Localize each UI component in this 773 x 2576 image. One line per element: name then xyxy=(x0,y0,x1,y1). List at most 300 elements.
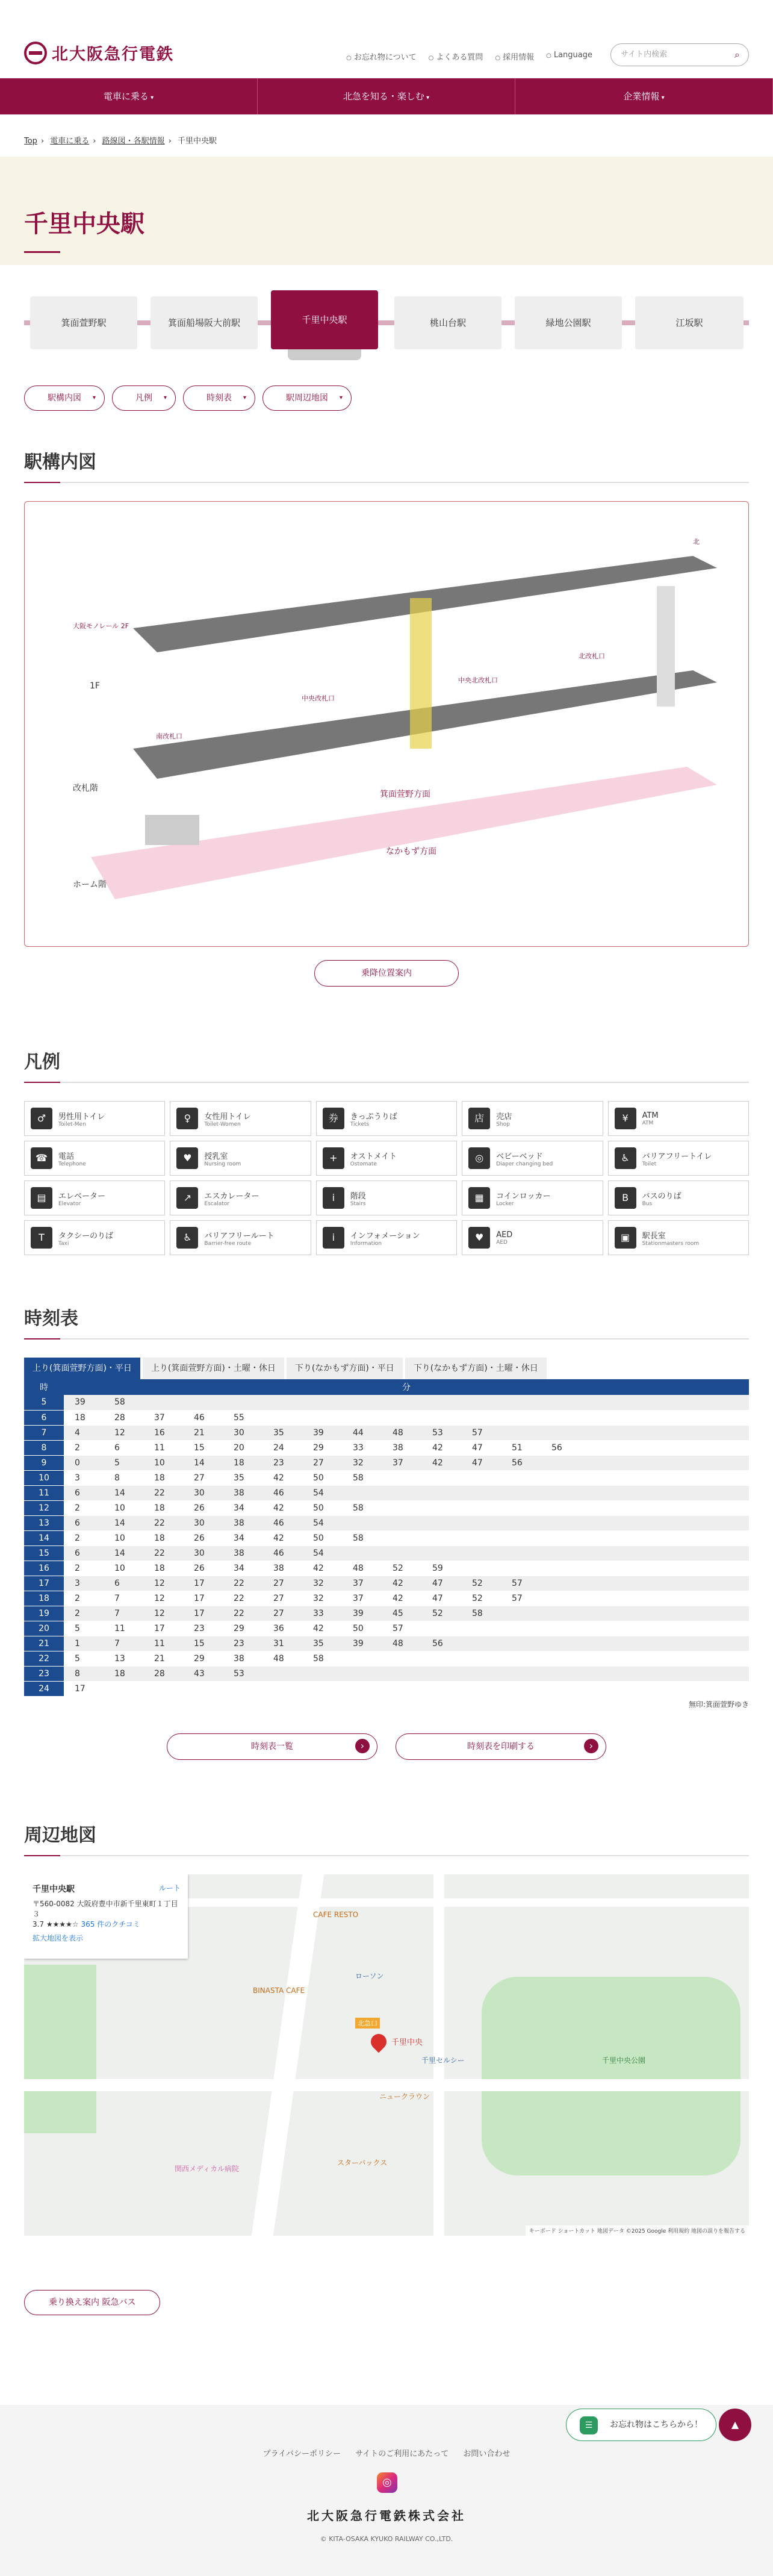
tt-minutes xyxy=(64,1666,749,1681)
tt-minute[interactable]: 42 xyxy=(273,1533,284,1543)
tt-minute[interactable]: 52 xyxy=(472,1593,483,1603)
tt-minute[interactable]: 32 xyxy=(353,1458,364,1468)
tt-minute[interactable]: 14 xyxy=(114,1518,125,1528)
tt-minute[interactable]: 56 xyxy=(512,1458,523,1468)
tt-tab-up-holiday[interactable]: 上り(箕面萱野方面)・土曜・休日 xyxy=(143,1358,284,1379)
legend-icon: ▣ xyxy=(615,1227,636,1249)
breadcrumb-current: 千里中央駅 xyxy=(178,137,217,146)
tt-minute[interactable]: 18 xyxy=(234,1458,244,1468)
map-label-center-gate: 中央改札口 xyxy=(302,694,335,702)
tt-hour: 19 xyxy=(24,1606,64,1621)
tt-minute[interactable]: 53 xyxy=(234,1668,244,1679)
heading-rule xyxy=(24,1338,749,1339)
tt-minute[interactable]: 54 xyxy=(313,1488,324,1498)
tt-minute[interactable]: 4 xyxy=(75,1427,80,1438)
legend-label: AED xyxy=(496,1230,513,1240)
gnav-ride[interactable]: 電車に乗る ▾ xyxy=(0,78,258,114)
tt-minute[interactable]: 10 xyxy=(114,1533,125,1543)
tt-minute[interactable]: 11 xyxy=(114,1623,125,1633)
tt-minute[interactable]: 37 xyxy=(353,1593,364,1603)
map-place-hospital: 関西メディカル病院 xyxy=(175,2164,240,2173)
tt-minute[interactable]: 30 xyxy=(234,1427,244,1438)
legend-item xyxy=(170,1180,311,1215)
tt-minute[interactable]: 51 xyxy=(512,1442,523,1453)
heading-rule xyxy=(24,1855,749,1856)
tt-minute[interactable]: 35 xyxy=(313,1638,324,1648)
tt-minute[interactable]: 6 xyxy=(114,1442,120,1453)
tt-minute[interactable]: 57 xyxy=(393,1623,403,1633)
tt-hour: 7 xyxy=(24,1425,64,1440)
contact-link[interactable]: お問い合わせ xyxy=(463,2450,511,2459)
station-tab-ryokuchi-koen[interactable]: 緑地公園駅 xyxy=(515,296,622,349)
anchor-legend[interactable]: 凡例 ▾ xyxy=(112,385,176,411)
tt-minute[interactable]: 1 xyxy=(75,1638,80,1648)
tt-hour: 10 xyxy=(24,1470,64,1485)
tt-minute[interactable]: 35 xyxy=(273,1427,284,1438)
tt-minutes xyxy=(64,1410,749,1425)
tt-minute[interactable]: 34 xyxy=(234,1533,244,1543)
legend-label-en: Tickets xyxy=(350,1121,370,1127)
tt-hour: 23 xyxy=(24,1666,64,1681)
tt-minute[interactable]: 14 xyxy=(114,1548,125,1558)
legend-label: エスカレーター xyxy=(204,1191,259,1201)
tt-minute[interactable]: 37 xyxy=(393,1458,403,1468)
tt-minute[interactable]: 57 xyxy=(472,1427,483,1438)
tt-minute[interactable]: 48 xyxy=(393,1638,403,1648)
faq-link[interactable]: ○ よくある質問 xyxy=(429,51,483,62)
tt-hour: 9 xyxy=(24,1455,64,1470)
tt-minute[interactable]: 32 xyxy=(313,1578,324,1588)
tt-minute[interactable]: 8 xyxy=(114,1473,120,1483)
tt-tab-up-weekday[interactable]: 上り(箕面萱野方面)・平日 xyxy=(24,1358,140,1379)
legend-icon: ♥ xyxy=(468,1227,490,1249)
privacy-link[interactable]: プライバシーポリシー xyxy=(262,2450,341,2459)
tt-minute[interactable]: 29 xyxy=(313,1442,324,1453)
tt-minute[interactable]: 3 xyxy=(75,1473,80,1483)
tt-minute[interactable]: 42 xyxy=(313,1563,324,1573)
terms-link[interactable]: サイトのご利用にあたって xyxy=(355,2450,449,2459)
tt-minute[interactable]: 55 xyxy=(234,1412,244,1423)
legend-label: オストメイト xyxy=(350,1152,397,1161)
site-logo[interactable] xyxy=(24,41,174,64)
tt-minute[interactable]: 12 xyxy=(154,1608,165,1618)
tt-minute[interactable]: 52 xyxy=(432,1608,443,1618)
map-label-monorail: 大阪モノレール 2F xyxy=(73,622,129,630)
tt-minute[interactable]: 5 xyxy=(114,1458,120,1468)
tt-minute[interactable]: 10 xyxy=(114,1563,125,1573)
legend-label-en: Stationmasters room xyxy=(642,1240,700,1247)
tt-minute[interactable]: 56 xyxy=(551,1442,562,1453)
tt-minute[interactable]: 22 xyxy=(234,1608,244,1618)
tt-minute[interactable]: 48 xyxy=(393,1427,403,1438)
tt-minute[interactable]: 2 xyxy=(75,1503,80,1513)
tt-minutes xyxy=(64,1651,749,1666)
tt-minute[interactable]: 15 xyxy=(194,1638,205,1648)
tt-minute[interactable]: 38 xyxy=(234,1518,244,1528)
tt-minute[interactable]: 46 xyxy=(273,1518,284,1528)
tt-minute[interactable]: 32 xyxy=(313,1593,324,1603)
tt-minute[interactable]: 37 xyxy=(154,1412,165,1423)
transfer-button[interactable]: 乗り換え案内 阪急バス xyxy=(24,2290,160,2315)
tt-minute[interactable]: 58 xyxy=(353,1503,364,1513)
timetable-list-button[interactable]: 時刻表一覧 › xyxy=(167,1733,377,1760)
map-pin-label: 千里中央 xyxy=(391,2038,423,2047)
footer xyxy=(0,2405,773,2576)
legend-item xyxy=(170,1101,311,1136)
tt-minute[interactable]: 42 xyxy=(273,1503,284,1513)
anchor-timetable[interactable]: 時刻表 ▾ xyxy=(183,385,255,411)
legend-label: バリアフリールート xyxy=(204,1231,275,1241)
map-label-home: ホーム階 xyxy=(73,880,107,890)
tt-minute[interactable]: 10 xyxy=(114,1503,125,1513)
tt-minute[interactable]: 33 xyxy=(313,1608,324,1618)
tt-minute[interactable]: 11 xyxy=(154,1638,165,1648)
tt-minute[interactable]: 27 xyxy=(273,1608,284,1618)
legend-label-en: Escalator xyxy=(204,1200,229,1207)
tt-minute[interactable]: 7 xyxy=(114,1638,120,1648)
tt-minute[interactable]: 50 xyxy=(313,1473,324,1483)
legend-label: インフォメーション xyxy=(350,1231,420,1241)
table-row xyxy=(24,1470,749,1485)
tt-minute[interactable]: 21 xyxy=(194,1427,205,1438)
tt-minute[interactable]: 45 xyxy=(393,1608,403,1618)
road-main xyxy=(252,1874,324,2236)
station-tab-minoh-semba[interactable]: 箕面船場阪大前駅 xyxy=(151,296,258,349)
legend-icon: ♀ xyxy=(176,1108,198,1129)
legend-label: 授乳室 xyxy=(204,1152,228,1161)
tt-minute[interactable]: 26 xyxy=(194,1533,205,1543)
legend-label-en: Toilet-Men xyxy=(58,1121,86,1127)
tt-minute[interactable]: 47 xyxy=(472,1458,483,1468)
anchor-station-map[interactable]: 駅構内図 ▾ xyxy=(24,385,105,411)
map-label-center-north-gate: 中央北改札口 xyxy=(458,676,498,684)
table-row xyxy=(24,1485,749,1500)
tt-minute[interactable]: 15 xyxy=(194,1442,205,1453)
legend-label-en: Diaper changing bed xyxy=(496,1161,553,1167)
tt-minute[interactable]: 23 xyxy=(234,1638,244,1648)
tt-minute[interactable]: 57 xyxy=(512,1593,523,1603)
anchor-links xyxy=(0,385,773,411)
tt-minute[interactable]: 22 xyxy=(234,1593,244,1603)
tt-minute[interactable]: 34 xyxy=(234,1563,244,1573)
tt-minute[interactable]: 29 xyxy=(234,1623,244,1633)
search-input[interactable]: サイト内検索 ⌕ xyxy=(610,43,749,66)
tt-hour: 13 xyxy=(24,1515,64,1530)
gnav-enjoy[interactable]: 北急を知る・楽しむ ▾ xyxy=(258,78,515,114)
tt-minute[interactable]: 42 xyxy=(432,1458,443,1468)
tt-minute[interactable]: 38 xyxy=(234,1548,244,1558)
tt-hour: 15 xyxy=(24,1545,64,1561)
legend-item xyxy=(316,1101,457,1136)
tt-minute[interactable]: 52 xyxy=(472,1578,483,1588)
page-top-button[interactable]: ▲ xyxy=(719,2409,751,2441)
legend-label-en: Locker xyxy=(496,1200,514,1207)
car-position-button[interactable]: 乗降位置案内 xyxy=(314,960,459,987)
tt-minute[interactable]: 29 xyxy=(194,1653,205,1664)
legend-label-en: Toilet-Women xyxy=(204,1121,241,1127)
tt-minute[interactable]: 30 xyxy=(194,1488,205,1498)
tt-minute[interactable]: 17 xyxy=(75,1683,85,1694)
map-place-binasta: BINASTA CAFE xyxy=(253,1986,305,1995)
tt-minute[interactable]: 2 xyxy=(75,1593,80,1603)
tt-minute[interactable]: 47 xyxy=(472,1442,483,1453)
legend-label-en: ATM xyxy=(642,1120,654,1126)
tt-minute[interactable]: 18 xyxy=(75,1412,85,1423)
tt-minute[interactable]: 2 xyxy=(75,1608,80,1618)
tt-minute[interactable]: 21 xyxy=(154,1653,165,1664)
tt-minute[interactable]: 48 xyxy=(353,1563,364,1573)
tt-minute[interactable]: 18 xyxy=(114,1668,125,1679)
lost-item-link[interactable]: ○ お忘れ物について xyxy=(346,51,416,62)
tt-minute[interactable]: 42 xyxy=(313,1623,324,1633)
tt-minute[interactable]: 58 xyxy=(353,1473,364,1483)
instagram-icon[interactable]: ◎ xyxy=(377,2472,397,2493)
map-route-link[interactable]: ルート xyxy=(158,1883,181,1892)
header xyxy=(0,0,773,78)
tt-minute[interactable]: 47 xyxy=(432,1578,443,1588)
footer-links xyxy=(0,2447,773,2459)
tt-minute[interactable]: 6 xyxy=(114,1578,120,1588)
tt-minute[interactable]: 30 xyxy=(194,1548,205,1558)
tt-minute[interactable]: 27 xyxy=(273,1593,284,1603)
legend-grid xyxy=(24,1101,749,1255)
tt-minute[interactable]: 42 xyxy=(393,1593,403,1603)
tt-minute[interactable]: 22 xyxy=(154,1488,165,1498)
recruit-link[interactable]: ○ 採用情報 xyxy=(495,51,534,62)
timetable-tabs xyxy=(24,1358,749,1379)
tt-minute[interactable]: 6 xyxy=(75,1548,80,1558)
tt-minute[interactable]: 18 xyxy=(154,1533,165,1543)
legend-label: 階段 xyxy=(350,1191,366,1201)
tt-minute[interactable]: 38 xyxy=(393,1442,403,1453)
train-icon xyxy=(145,815,199,845)
tt-hour: 22 xyxy=(24,1651,64,1666)
tt-minute[interactable]: 38 xyxy=(234,1488,244,1498)
legend-label-en: Telephone xyxy=(58,1161,86,1167)
tt-minute[interactable]: 7 xyxy=(114,1593,120,1603)
timetable-table xyxy=(24,1379,749,1697)
tt-minute[interactable]: 17 xyxy=(194,1578,205,1588)
tt-minute[interactable]: 58 xyxy=(313,1653,324,1664)
tt-minute[interactable]: 42 xyxy=(273,1473,284,1483)
tt-minute[interactable]: 37 xyxy=(353,1578,364,1588)
table-row xyxy=(24,1681,749,1696)
map-larger-link[interactable]: 拡大地図を表示 xyxy=(33,1933,84,1942)
tt-minute[interactable]: 14 xyxy=(194,1458,205,1468)
tt-minute[interactable]: 17 xyxy=(154,1623,165,1633)
tt-minute[interactable]: 31 xyxy=(273,1638,284,1648)
tt-minutes xyxy=(64,1440,749,1455)
tt-minute[interactable]: 22 xyxy=(234,1578,244,1588)
tt-minute[interactable]: 5 xyxy=(75,1623,80,1633)
tt-hour: 12 xyxy=(24,1500,64,1515)
station-map-heading: 駅構内図 xyxy=(24,452,96,473)
tt-minute[interactable]: 6 xyxy=(75,1488,80,1498)
lost-item-button[interactable]: ☰ お忘れ物はこちらから！ xyxy=(566,2409,716,2441)
tt-minute[interactable]: 28 xyxy=(154,1668,165,1679)
tt-minute[interactable]: 2 xyxy=(75,1563,80,1573)
timetable-print-button[interactable]: 時刻表を印刷する › xyxy=(396,1733,606,1760)
tt-minute[interactable]: 48 xyxy=(273,1653,284,1664)
legend-icon: ♥ xyxy=(176,1147,198,1169)
tt-minute[interactable]: 57 xyxy=(512,1578,523,1588)
tt-minute[interactable]: 36 xyxy=(273,1623,284,1633)
tt-minute[interactable]: 59 xyxy=(432,1563,443,1573)
tt-minute[interactable]: 22 xyxy=(154,1518,165,1528)
legend-label: 売店 xyxy=(496,1112,512,1121)
legend-label: タクシーのりば xyxy=(58,1231,114,1241)
legend-icon: ⅰ xyxy=(323,1187,344,1209)
tt-minute[interactable]: 0 xyxy=(75,1458,80,1468)
tt-minute[interactable]: 3 xyxy=(75,1578,80,1588)
legend-item xyxy=(170,1141,311,1176)
map-rating: 3.7 ★★★★☆ 365 件のクチコミ xyxy=(33,1920,140,1929)
legend-label-en: Elevator xyxy=(58,1200,81,1207)
tt-minute[interactable]: 12 xyxy=(154,1578,165,1588)
tt-minute[interactable]: 11 xyxy=(154,1442,165,1453)
tt-minute[interactable]: 13 xyxy=(114,1653,125,1664)
heading-rule xyxy=(24,482,749,483)
tt-minute[interactable]: 46 xyxy=(194,1412,205,1423)
map-place-north-exit: 北急口 xyxy=(355,2018,380,2029)
tt-minute[interactable]: 7 xyxy=(114,1608,120,1618)
legend-heading: 凡例 xyxy=(24,1052,60,1073)
tt-minute[interactable]: 5 xyxy=(75,1653,80,1664)
map-place-cafe: CAFE RESTO xyxy=(313,1910,359,1919)
tt-minute[interactable]: 27 xyxy=(313,1458,324,1468)
tt-minute[interactable]: 50 xyxy=(313,1503,324,1513)
tt-minute[interactable]: 58 xyxy=(353,1533,364,1543)
legend-label-en: Nursing room xyxy=(204,1161,241,1167)
tt-minute[interactable]: 38 xyxy=(234,1653,244,1664)
tt-minute[interactable]: 30 xyxy=(194,1518,205,1528)
tt-minute[interactable]: 58 xyxy=(472,1608,483,1618)
tt-minute[interactable]: 52 xyxy=(393,1563,403,1573)
map-label-direction-kayano: 箕面萱野方面 xyxy=(380,790,430,799)
tt-minute[interactable]: 26 xyxy=(194,1563,205,1573)
tt-tab-down-holiday[interactable]: 下り(なかもず方面)・土曜・休日 xyxy=(405,1358,547,1379)
tt-minute[interactable]: 2 xyxy=(75,1533,80,1543)
tt-minute[interactable]: 42 xyxy=(393,1578,403,1588)
table-row xyxy=(24,1576,749,1591)
table-row xyxy=(24,1545,749,1561)
table-row xyxy=(24,1651,749,1666)
tt-minute[interactable]: 8 xyxy=(75,1668,80,1679)
tt-minute[interactable]: 18 xyxy=(154,1563,165,1573)
tt-minute[interactable]: 14 xyxy=(114,1488,125,1498)
tt-minutes xyxy=(64,1395,749,1410)
google-map[interactable] xyxy=(24,1874,749,2236)
tt-minute[interactable]: 27 xyxy=(273,1578,284,1588)
tt-minute[interactable]: 47 xyxy=(432,1593,443,1603)
tt-tab-down-weekday[interactable]: 下り(なかもず方面)・平日 xyxy=(287,1358,403,1379)
tt-minute[interactable]: 53 xyxy=(432,1427,443,1438)
tt-minute[interactable]: 24 xyxy=(273,1442,284,1453)
tt-head-min: 分 xyxy=(64,1379,749,1395)
tt-minute[interactable]: 6 xyxy=(75,1518,80,1528)
legend-item xyxy=(316,1141,457,1176)
tt-minute[interactable]: 39 xyxy=(75,1397,85,1408)
tt-minute[interactable]: 50 xyxy=(353,1623,364,1633)
tt-minute[interactable]: 10 xyxy=(154,1458,165,1468)
tt-hour: 8 xyxy=(24,1440,64,1455)
timetable-heading: 時刻表 xyxy=(24,1308,78,1329)
legend-label-en: Barrier-free route xyxy=(204,1240,252,1247)
tt-minute[interactable]: 39 xyxy=(313,1427,324,1438)
legend-icon: ◎ xyxy=(468,1147,490,1169)
copyright: © KITA-OSAKA KYUKO RAILWAY CO.,LTD. xyxy=(320,2535,453,2543)
table-row xyxy=(24,1636,749,1651)
station-tab-senri-chuo[interactable]: 千里中央駅 xyxy=(271,290,378,349)
tt-minute[interactable]: 54 xyxy=(313,1548,324,1558)
tt-minute[interactable]: 33 xyxy=(353,1442,364,1453)
tt-minute[interactable]: 50 xyxy=(313,1533,324,1543)
tt-minute[interactable]: 44 xyxy=(353,1427,364,1438)
tt-minute[interactable]: 20 xyxy=(234,1442,244,1453)
tt-minute[interactable]: 18 xyxy=(154,1503,165,1513)
tt-minute[interactable]: 39 xyxy=(353,1608,364,1618)
tt-minute[interactable]: 26 xyxy=(194,1503,205,1513)
tt-minute[interactable]: 27 xyxy=(194,1473,205,1483)
tt-minute[interactable]: 17 xyxy=(194,1608,205,1618)
tt-minute[interactable]: 12 xyxy=(154,1593,165,1603)
tt-minutes xyxy=(64,1425,749,1440)
legend-label-en: Taxi xyxy=(58,1240,69,1247)
tt-minute[interactable]: 22 xyxy=(154,1548,165,1558)
timetable-buttons xyxy=(0,1733,773,1760)
tt-minute[interactable]: 16 xyxy=(154,1427,165,1438)
tt-minute[interactable]: 12 xyxy=(114,1427,125,1438)
station-tab-esaka[interactable]: 江坂駅 xyxy=(635,296,744,349)
breadcrumb-ride[interactable]: 電車に乗る xyxy=(50,137,90,146)
tt-minute[interactable]: 46 xyxy=(273,1488,284,1498)
tt-minute[interactable]: 2 xyxy=(75,1442,80,1453)
tt-hour: 20 xyxy=(24,1621,64,1636)
breadcrumb-top[interactable]: Top xyxy=(24,137,37,146)
station-tab-minoh-kayano[interactable]: 箕面萱野駅 xyxy=(30,296,137,349)
language-link[interactable]: ○ Language xyxy=(546,51,592,62)
tt-minute[interactable]: 38 xyxy=(273,1563,284,1573)
tt-minute[interactable]: 35 xyxy=(234,1473,244,1483)
table-row xyxy=(24,1455,749,1470)
tt-minute[interactable]: 34 xyxy=(234,1503,244,1513)
map-label-south-gate: 南改札口 xyxy=(156,732,182,740)
legend-item xyxy=(462,1220,603,1255)
tt-minute[interactable]: 54 xyxy=(313,1518,324,1528)
anchor-area-map[interactable]: 駅周辺地図 ▾ xyxy=(262,385,352,411)
tt-head-hour: 時 xyxy=(24,1379,64,1395)
tt-minute[interactable]: 17 xyxy=(194,1593,205,1603)
breadcrumb-route[interactable]: 路線図・各駅情報 xyxy=(102,137,165,146)
tt-minute[interactable]: 28 xyxy=(114,1412,125,1423)
tt-minute[interactable]: 56 xyxy=(432,1638,443,1648)
station-tabs xyxy=(0,289,773,385)
legend-label-en: AED xyxy=(496,1239,508,1246)
tt-minute[interactable]: 58 xyxy=(114,1397,125,1408)
tt-minute[interactable]: 42 xyxy=(432,1442,443,1453)
legend-item xyxy=(462,1101,603,1136)
station-tab-momoyamadai[interactable]: 桃山台駅 xyxy=(394,296,501,349)
tt-minute[interactable]: 43 xyxy=(194,1668,205,1679)
tt-minute[interactable]: 39 xyxy=(353,1638,364,1648)
tt-minute[interactable]: 23 xyxy=(273,1458,284,1468)
map-label-north-gate: 北改札口 xyxy=(579,652,605,660)
tt-minute[interactable]: 46 xyxy=(273,1548,284,1558)
escalator-center xyxy=(410,598,432,749)
tt-minute[interactable]: 18 xyxy=(154,1473,165,1483)
gnav-corporate[interactable]: 企業情報 ▾ xyxy=(515,78,773,114)
tt-minute[interactable]: 23 xyxy=(194,1623,205,1633)
